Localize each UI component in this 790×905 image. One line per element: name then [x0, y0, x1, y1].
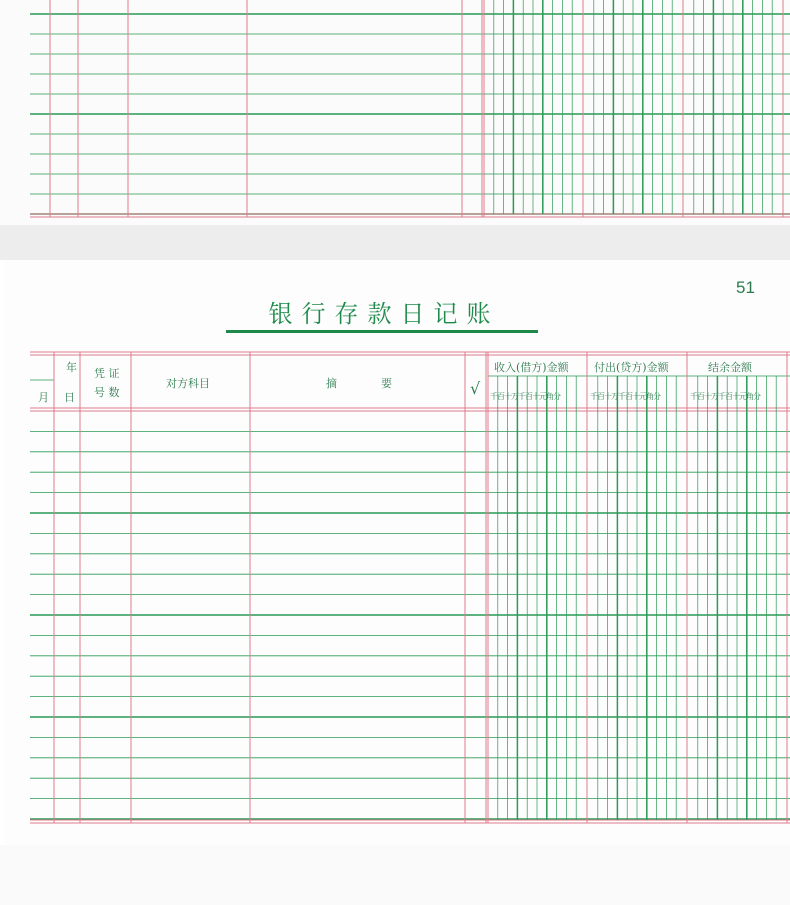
header-counter-account: 对方科目 — [166, 377, 210, 390]
previous-page-fragment — [0, 0, 790, 225]
expense-digit-units: 千百十万千百十元角分 — [590, 392, 660, 401]
header-balance: 结余金额 — [708, 361, 752, 374]
balance-digit-units: 千百十万千百十元角分 — [690, 392, 760, 401]
page-number: 51 — [736, 278, 755, 297]
ledger-page — [4, 260, 790, 845]
header-year: 年 — [66, 361, 77, 374]
header-income: 收入(借方)金额 — [494, 361, 569, 374]
header-expense: 付出(贷方)金额 — [594, 361, 669, 374]
header-summary: 摘 要 — [326, 377, 392, 390]
page-gap — [0, 225, 790, 260]
income-digit-units: 千百十万千百十元角分 — [490, 392, 560, 401]
header-day: 日 — [64, 391, 75, 404]
bottom-margin — [0, 845, 790, 905]
header-voucher-line2: 号 数 — [94, 386, 120, 399]
header-check-mark: √ — [470, 379, 481, 398]
title-underline — [226, 330, 538, 333]
previous-page-ruling — [0, 0, 790, 225]
header-month: 月 — [38, 391, 49, 404]
header-voucher-line1: 凭 证 — [94, 367, 120, 380]
ledger-title: 银行存款日记账 — [268, 300, 500, 328]
ledger-grid — [4, 260, 790, 845]
